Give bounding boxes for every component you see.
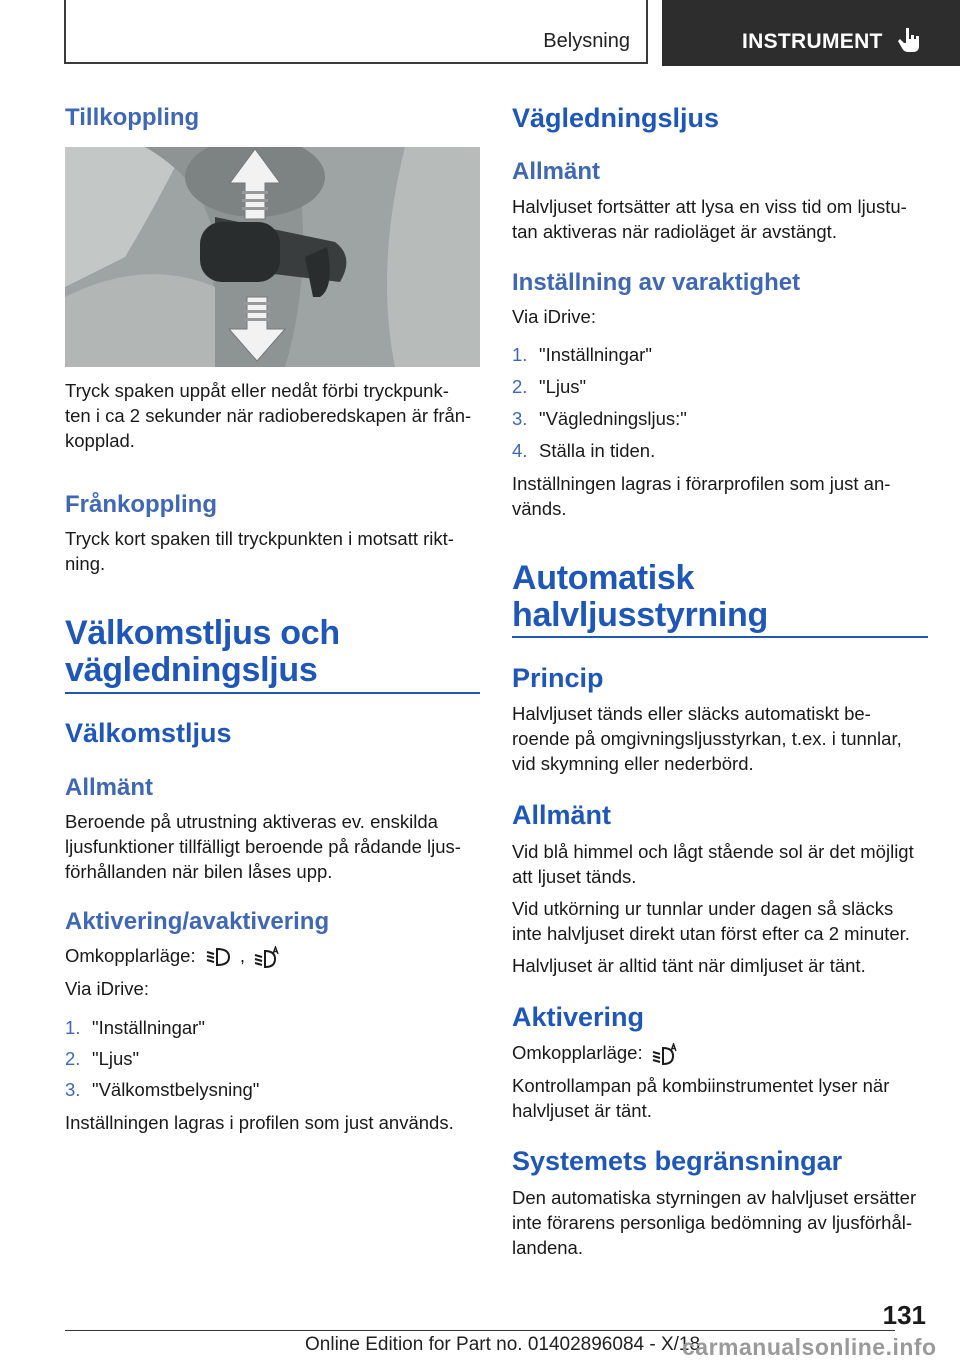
line: Automatisk [512, 559, 695, 597]
header-chapter-label: INSTRUMENT [742, 30, 883, 53]
heading-valkomstljus: Välkomstljus [65, 718, 232, 748]
separator: , [239, 945, 246, 966]
line: roende på omgivningsljusstyrkan, t.ex. i tunnlar, [512, 728, 902, 749]
line: Tryck spaken uppåt eller nedåt förbi tryckpunk- [65, 380, 449, 401]
list-item [65, 1015, 205, 1040]
switch-label: Omkopplarläge: [65, 945, 196, 966]
via-idrive-right: Via iDrive: [512, 306, 596, 327]
heading-allmant: Allmänt [65, 774, 154, 801]
watermark: carmanualsonline.info [682, 1334, 937, 1360]
line: Kontrollampan på kombiinstrumentet lyser när [512, 1075, 890, 1096]
list-text: "Vägledningsljus:" [539, 408, 687, 429]
line: Vid utkörning ur tunnlar under dagen så släcks [512, 898, 894, 919]
line: vid skymning eller nederbörd. [512, 753, 754, 774]
line: vänds. [512, 498, 567, 519]
line: förhållanden när bilen låses upp. [65, 861, 333, 882]
heading-automatisk-halvljusstyrning [512, 560, 768, 634]
list-item [512, 438, 655, 463]
switch-position-line [65, 943, 284, 968]
line: kopplad. [65, 430, 135, 451]
list-item [512, 342, 652, 367]
list-number: 2. [65, 1048, 81, 1069]
text-begransningar [512, 1185, 916, 1260]
heading-begransningar: Systemets begränsningar [512, 1146, 843, 1176]
switch-label: Omkopplarläge: [512, 1042, 643, 1063]
line: Vid blå himmel och lågt stående sol är det möjligt [512, 841, 914, 862]
auto-headlight-icon [652, 1043, 678, 1065]
heading-installning: Inställning av varaktighet [512, 269, 801, 296]
line: halvljuset är tänt. [512, 1100, 652, 1121]
heading-tillkoppling: Tillkoppling [65, 104, 200, 131]
line: inte halvljuset direkt utan först efter ca 2 minuter. [512, 923, 910, 944]
text-allmant-2c: Halvljuset är alltid tänt när dimljuset är tänt. [512, 955, 866, 976]
line: ljusfunktioner tillfälligt beroende på rådande ljus- [65, 836, 461, 857]
list-number: 1. [65, 1017, 81, 1038]
list-text: "Ljus" [92, 1048, 140, 1069]
heading-princip: Princip [512, 663, 604, 693]
list-text: Ställa in tiden. [539, 440, 656, 461]
list-text: "Välkomstbelysning" [92, 1079, 260, 1100]
footer-edition: Online Edition for Part no. 01402896084 - X/18 [305, 1334, 701, 1355]
list-number: 2. [512, 376, 528, 397]
line: tan aktiveras när radioläget är avstängt. [512, 221, 837, 242]
header-chapter-tab [662, 0, 960, 66]
page-number: 131 [882, 1300, 926, 1330]
line: halvljusstyrning [512, 596, 768, 634]
text-allmant-2b [512, 896, 910, 946]
heading-frankoppling: Frånkoppling [65, 491, 217, 518]
heading-aktivering-avaktivering: Aktivering/avaktivering [65, 908, 330, 935]
list-text: "Inställningar" [92, 1017, 205, 1038]
low-beam-icon [205, 946, 231, 968]
list-item [65, 1046, 139, 1071]
text-allmant-2a [512, 839, 914, 889]
footer-rule [65, 1330, 895, 1331]
text-allmant [65, 809, 461, 884]
list-number: 3. [512, 408, 528, 429]
text-princip [512, 701, 902, 776]
line: ning. [65, 553, 106, 574]
list-item [65, 1077, 259, 1102]
line: Beroende på utrustning aktiveras ev. enskilda [65, 811, 438, 832]
text-tillkoppling [65, 378, 471, 453]
hand-pointer-icon [896, 26, 922, 54]
line: Välkomstljus och [65, 614, 340, 652]
line: Halvljuset fortsätter att lysa en viss tid om ljustu- [512, 196, 907, 217]
heading-allmant-right: Allmänt [512, 158, 601, 185]
heading-rule [512, 636, 928, 638]
via-idrive: Via iDrive: [65, 978, 149, 999]
line: ten i ca 2 sekunder när radioberedskapen är från- [65, 405, 472, 426]
list-text: "Inställningar" [539, 344, 652, 365]
line: vägledningsljus [65, 651, 318, 689]
heading-vagledningsljus: Vägledningsljus [512, 103, 720, 133]
list-item [512, 406, 687, 431]
lever-photo [65, 147, 480, 367]
switch-position-line-right [512, 1040, 682, 1065]
heading-aktivering: Aktivering [512, 1002, 645, 1032]
list-item [512, 374, 586, 399]
list-text: "Ljus" [539, 376, 587, 397]
auto-headlight-icon [254, 946, 280, 968]
line: Halvljuset tänds eller släcks automatiskt be- [512, 703, 871, 724]
list-number: 4. [512, 440, 528, 461]
text-kontroll [512, 1073, 889, 1123]
line: Inställningen lagras i förarprofilen som just an- [512, 473, 891, 494]
line: att ljuset tänds. [512, 866, 637, 887]
text-stored: Inställningen lagras i profilen som just används. [65, 1112, 454, 1133]
heading-allmant-2: Allmänt [512, 800, 612, 830]
text-frankoppling [65, 526, 454, 576]
heading-valkomst-vagledning [65, 615, 340, 689]
line: Den automatiska styrningen av halvljuset ersätter [512, 1187, 917, 1208]
line: landena. [512, 1237, 583, 1258]
text-allmant-right [512, 194, 907, 244]
line: Tryck kort spaken till tryckpunkten i motsatt rikt- [65, 528, 454, 549]
header-section-title: Belysning [543, 30, 630, 52]
list-number: 1. [512, 344, 528, 365]
list-number: 3. [65, 1079, 81, 1100]
heading-rule [65, 692, 480, 694]
line: inte förarens personliga bedömning av ljusförhål- [512, 1212, 913, 1233]
text-stored-right [512, 471, 890, 521]
